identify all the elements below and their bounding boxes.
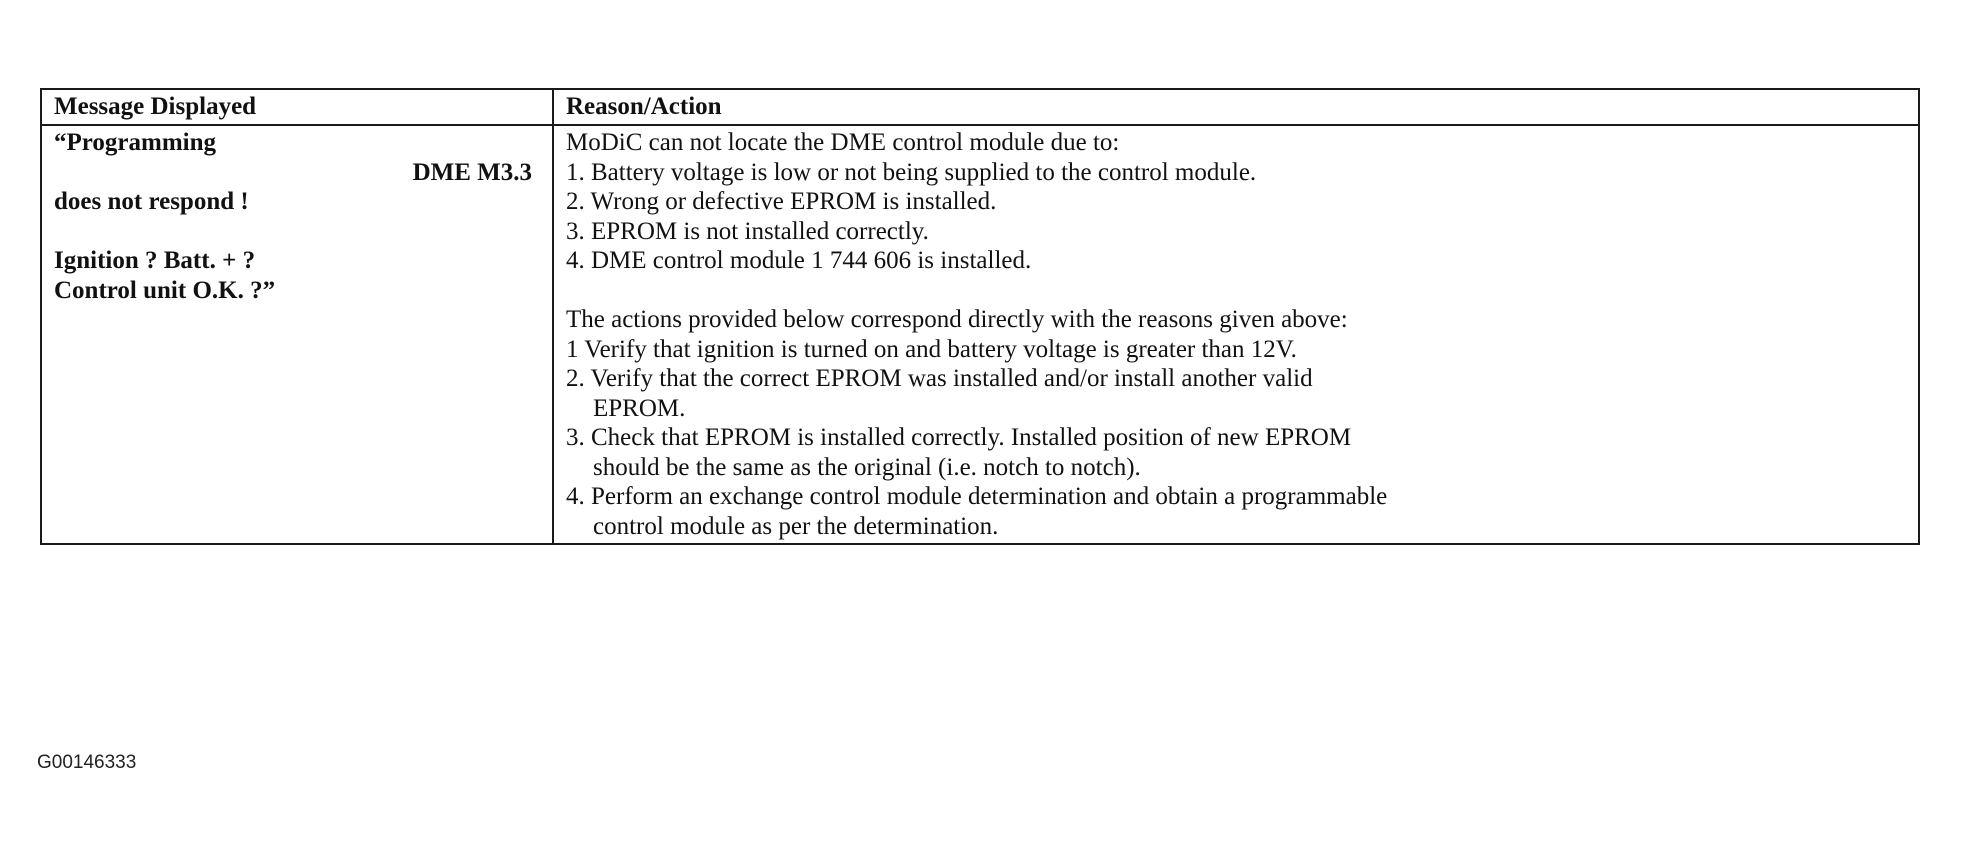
header-row bbox=[41, 89, 1919, 125]
action-item: 3. Check that EPROM is installed correctly. Installed position of new EPROM bbox=[566, 424, 1352, 451]
reason-item: 3. EPROM is not installed correctly. bbox=[566, 217, 929, 245]
message-line-module: DME M3.3 bbox=[412, 158, 532, 186]
message-displayed-header: Message Displayed bbox=[41, 89, 553, 125]
reason-item: 4. DME control module 1 744 606 is installed. bbox=[566, 247, 1032, 274]
message-line-programming: “Programming bbox=[54, 129, 217, 156]
table-row bbox=[41, 125, 1919, 544]
message-line-not-respond: does not respond ! bbox=[54, 188, 249, 215]
troubleshooting-table bbox=[40, 88, 1920, 545]
action-item: 2. Verify that the correct EPROM was installed and/or install another valid bbox=[566, 365, 1313, 392]
reason-action-cell bbox=[553, 125, 1919, 544]
reason-action-header: Reason/Action bbox=[553, 89, 1919, 125]
action-item-continuation: should be the same as the original (i.e. notch to notch). bbox=[593, 453, 1141, 481]
message-spacer bbox=[54, 217, 542, 247]
reason-spacer bbox=[566, 276, 1908, 306]
message-line-ignition: Ignition ? Batt. + ? bbox=[54, 247, 256, 274]
action-item-continuation: EPROM. bbox=[593, 394, 686, 422]
actions-intro: The actions provided below correspond directly with the reasons given above: bbox=[566, 306, 1348, 333]
figure-id: G00146333 bbox=[37, 752, 137, 773]
reason-intro: MoDiC can not locate the DME control module due to: bbox=[566, 129, 1120, 156]
message-cell bbox=[41, 125, 553, 544]
reason-item: 1. Battery voltage is low or not being supplied to the control module. bbox=[566, 158, 1257, 186]
reason-item: 2. Wrong or defective EPROM is installed. bbox=[566, 188, 997, 215]
action-item-continuation: control module as per the determination. bbox=[593, 512, 999, 540]
message-line-control-unit: Control unit O.K. ?” bbox=[54, 276, 276, 304]
action-item: 4. Perform an exchange control module determination and obtain a programmable bbox=[566, 483, 1388, 510]
action-item: 1 Verify that ignition is turned on and battery voltage is greater than 12V. bbox=[566, 335, 1297, 363]
